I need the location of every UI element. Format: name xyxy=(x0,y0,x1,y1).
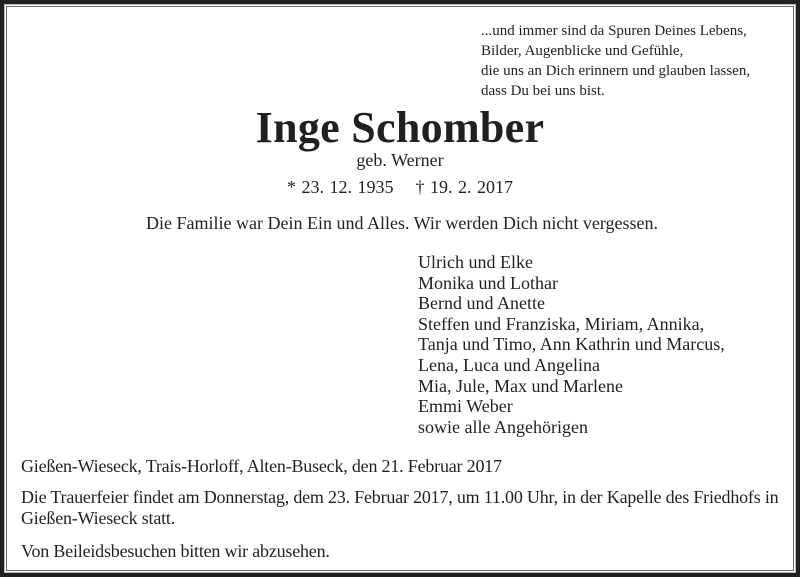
motto-line: dass Du bei uns bist. xyxy=(481,83,605,99)
mourner-entry: Tanja und Timo, Ann Kathrin und Marcus, xyxy=(418,334,725,355)
life-dates xyxy=(7,175,793,199)
frame-inner-border xyxy=(4,4,796,573)
place-and-date: Gießen-Wieseck, Trais-Horloff, Alten-Buseck, den 21. Februar 2017 xyxy=(21,456,502,476)
motto-line: ...und immer sind da Spuren Deines Lebens, xyxy=(481,23,747,39)
mourner-entry: Lena, Luca und Angelina xyxy=(418,354,600,375)
mourner-entry: Monika und Lothar xyxy=(418,272,558,293)
maiden-name: geb. Werner xyxy=(356,150,444,170)
motto-verse xyxy=(481,21,750,101)
mourner-entry: Bernd und Anette xyxy=(418,293,545,314)
mourner-entry: sowie alle Angehörigen xyxy=(418,416,588,437)
deceased-name: Inge Schomber xyxy=(255,103,545,152)
motto-line: Bilder, Augenblicke und Gefühle, xyxy=(481,43,684,59)
birth-date: * 23. 12. 1935 xyxy=(287,177,394,197)
motto-line: die uns an Dich erinnern und glauben lassen, xyxy=(481,63,751,79)
condolence-note: Von Beileidsbesuchen bitten wir abzusehen. xyxy=(21,541,330,561)
mourners-list xyxy=(418,252,725,437)
ceremony-info: Die Trauerfeier findet am Donnerstag, dem 23. Februar 2017, um 11.00 Uhr, in der Kapelle des Friedhofs in Gießen-Wieseck statt. xyxy=(21,487,779,528)
family-statement: Die Familie war Dein Ein und Alles. Wir werden Dich nicht vergessen. xyxy=(146,213,658,233)
mourner-entry: Mia, Jule, Max und Marlene xyxy=(418,375,623,396)
death-date: † 19. 2. 2017 xyxy=(415,177,513,197)
mourner-entry: Emmi Weber xyxy=(418,396,513,417)
mourner-entry: Steffen und Franziska, Miriam, Annika, xyxy=(418,313,705,334)
mourner-entry: Ulrich und Elke xyxy=(418,252,533,272)
obituary-notice xyxy=(6,6,794,571)
